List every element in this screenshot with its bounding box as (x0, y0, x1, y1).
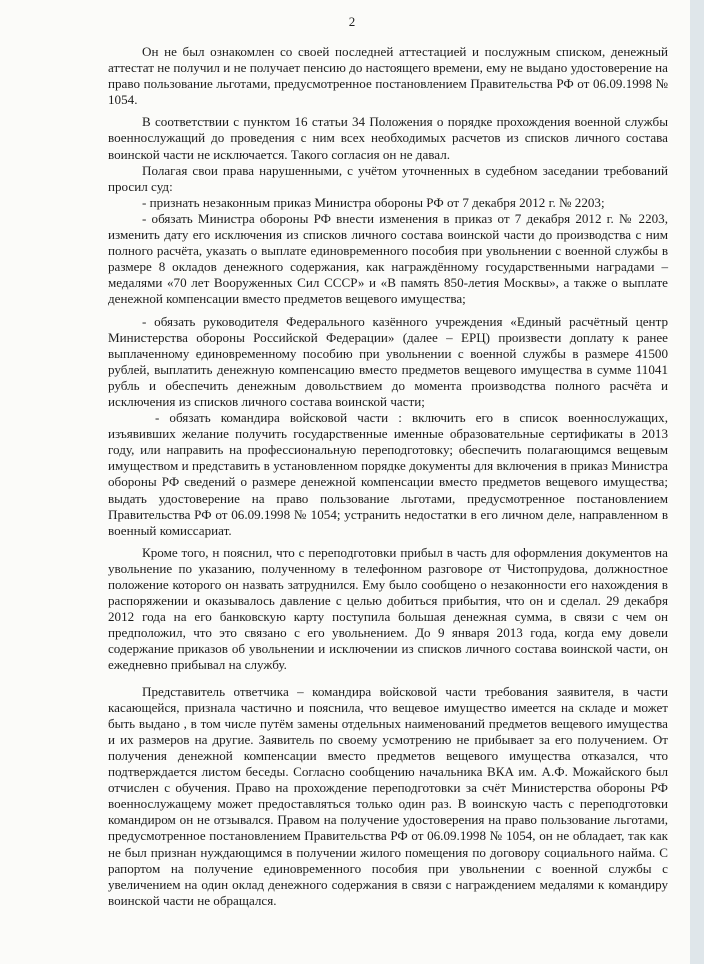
paragraph-respondent: Представитель ответчика – командира войсковой части требования заявителя, в части касающейся, признала частично и пояснила, что вещевое имущество имеется на складе и может быть выдано , в том числе путём замены отдельных наименований предметов вещевого имущества и их размеров на другие. Заявитель по своему усмотрению не прибывает за его получением. От получения денежной компенсации вместо предметов вещевого имущества отказался, что подтверждается листом беседы. Согласно сообщению начальника ВКА им. А.Ф. Можайского был отчислен с обучения. Право на прохождение переподготовки за счёт Министерства обороны РФ военнослужащему может предоставляться только один раз. В воинскую часть с переподготовки командиром он не отзывался. Правом на получение удостоверения на право пользование льготами, предусмотренное постановлением Правительства РФ от 06.09.1998 № 1054, он не обладает, так как не был признан нуждающимся в получении жилого помещения по договору социального найма. С рапортом на получение единовременного пособия при увольнении с военной службы с увеличением на один оклад денежного содержания в связи с награждением медалями к командиру воинской части не обращался. (108, 683, 668, 908)
paragraph-regulation: В соответствии с пунктом 16 статьи 34 Положения о порядке прохождения военной службы военнослужащий до проведения с ним всех необходимых расчетов из списков личного состава воинской части не исключается. Такого согласия он не давал. (108, 114, 668, 162)
paragraph-claims-intro: Полагая свои права нарушенными, с учётом уточненных в судебном заседании требований просил суд: (108, 162, 668, 194)
claim-item-4: - обязать командира войсковой части : включить его в список военнослужащих, изъявивших желание получить государственные именные образовательные сертификаты в 2013 году, или направить на профессиональную переподготовку; обеспечить полагающимся вещевым имуществом и представить в установленном порядке документы для включения в приказ Министра обороны РФ сведений о размере денежной компенсации вместо предметов вещевого имущества; выдать удостоверение на право пользование льготами, предусмотренное постановлением Правительства РФ от 06.09.1998 № 1054; устранить недостатки в его личном деле, направленном в военный комиссариат. (108, 410, 668, 538)
paragraph-explanation: Кроме того, н пояснил, что с переподготовки прибыл в часть для оформления документов на увольнение по указанию, полученному в телефонном разговоре от Чистопрудова, должностное положение которого он назвать затруднился. Ему было сообщено о незаконности его нахождения в распоряжении и оказывалось давление с целью добиться прибытия, что он и сделал. 29 декабря 2012 года на его банковскую карту поступила большая денежная сумма, в связи с чем он предположил, что это связано с его увольнением. До 9 января 2013 года, когда ему довели содержание приказов об увольнении и исключении из списков личного состава воинской части, он ежедневно прибывал на службу. (108, 544, 668, 673)
document-body (108, 44, 668, 909)
claim-item-3: - обязать руководителя Федерального казённого учреждения «Единый расчётный центр Министерства обороны Российской Федерации» (далее – ЕРЦ) произвести доплату к ранее выплаченному единовременному пособию при увольнении с военной службы в размере 41500 рублей, выплатить денежную компенсацию вместо предметов вещевого имущества в сумме 11041 рубль и обеспечить денежным довольствием до момента производства полного расчёта и исключения из списков личного состава воинской части; (108, 313, 668, 409)
claim-item-1: - признать незаконным приказ Министра обороны РФ от 7 декабря 2012 г. № 2203; (142, 194, 605, 210)
paragraph-attestation: Он не был ознакомлен со своей последней аттестацией и послужным списком, денежный аттестат не получил и не получает пенсию до настоящего времени, ему не выдано удостоверение на право пользование льготами, предусмотренное постановлением Правительства РФ от 06.09.1998 № 1054. (108, 44, 668, 108)
page-number: 2 (348, 14, 356, 29)
claim-item-2: - обязать Министра обороны РФ внести изменения в приказ от 7 декабря 2012 г. № 2203, изменить дату его исключения из списков личного состава воинской части до производства с ним полного расчёта, указать о выплате единовременного пособия при увольнении с военной службы в размере 8 окладов денежного содержания, как награждённому государственными наградами – медалями «70 лет Вооруженных Сил СССР» и «В память 850-летия Москвы», а также о выплате денежной компенсации вместо предметов вещевого имущества; (108, 210, 668, 307)
scan-edge (690, 0, 704, 964)
